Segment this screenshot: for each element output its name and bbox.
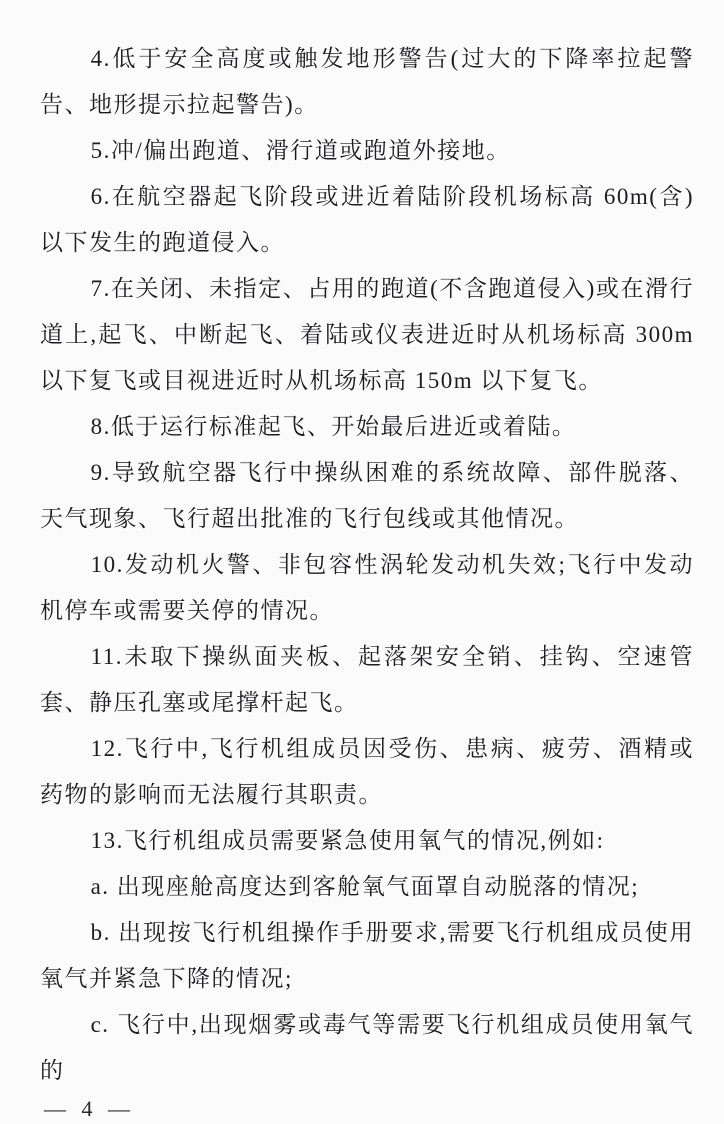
list-subitem-b: b. 出现按飞行机组操作手册要求,需要飞行机组成员使用氧气并紧急下降的情况; [40, 920, 694, 991]
list-item-5: 5.冲/偏出跑道、滑行道或跑道外接地。 [90, 138, 511, 163]
page-number: — 4 — [44, 1096, 135, 1121]
list-item-4: 4.低于安全高度或触发地形警告(过大的下降率拉起警告、地形提示拉起警告)。 [40, 46, 694, 117]
list-item-12: 12.飞行中,飞行机组成员因受伤、患病、疲劳、酒精或药物的影响而无法履行其职责。 [40, 736, 694, 807]
list-item-13: 13.飞行机组成员需要紧急使用氧气的情况,例如: [90, 828, 605, 853]
list-item-9: 9.导致航空器飞行中操纵困难的系统故障、部件脱落、天气现象、飞行超出批准的飞行包线或其他情况。 [40, 460, 694, 531]
list-subitem-c: c. 飞行中,出现烟雾或毒气等需要飞行机组成员使用氧气的 [40, 1012, 694, 1083]
list-subitem-a: a. 出现座舱高度达到客舱氧气面罩自动脱落的情况; [90, 874, 640, 899]
list-item-11: 11.未取下操纵面夹板、起落架安全销、挂钩、空速管套、静压孔塞或尾撑杆起飞。 [40, 644, 694, 715]
list-item-6: 6.在航空器起飞阶段或进近着陆阶段机场标高 60m(含)以下发生的跑道侵入。 [40, 184, 694, 255]
list-item-7: 7.在关闭、未指定、占用的跑道(不含跑道侵入)或在滑行道上,起飞、中断起飞、着陆或仪表进近时从机场标高 300m 以下复飞或目视进近时从机场标高 150m 以下复飞。 [40, 276, 694, 393]
document-body [40, 36, 694, 1094]
list-item-8: 8.低于运行标准起飞、开始最后进近或着陆。 [90, 414, 577, 439]
list-item-10: 10.发动机火警、非包容性涡轮发动机失效;飞行中发动机停车或需要关停的情况。 [40, 552, 694, 623]
